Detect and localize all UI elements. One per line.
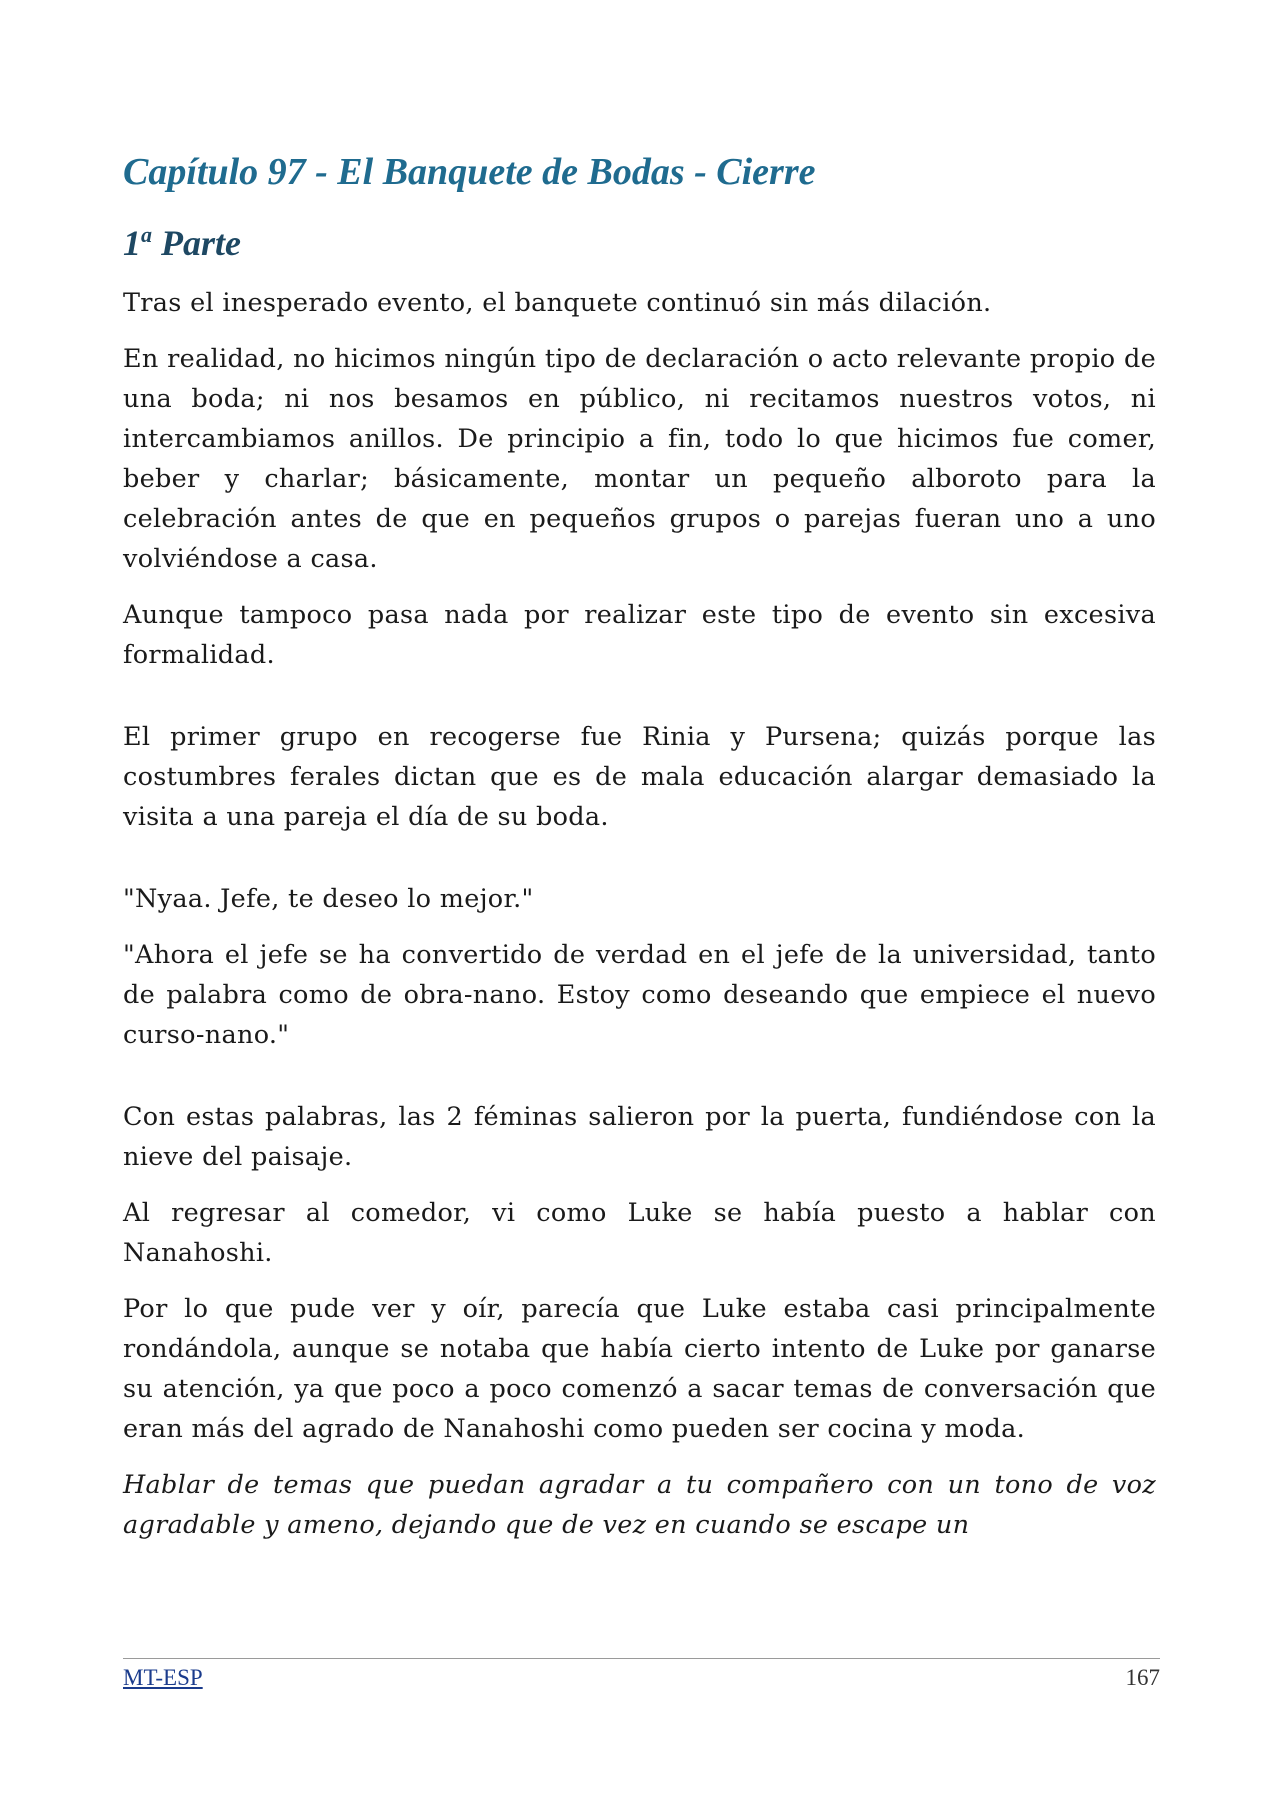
part-number: 1: [123, 222, 141, 263]
paragraph: Tras el inesperado evento, el banquete continuó sin más dilación.: [123, 287, 992, 318]
document-page: [123, 140, 1156, 1561]
part-label: Parte: [152, 222, 241, 263]
page-footer: [123, 1658, 1160, 1691]
part-title: [123, 222, 1156, 265]
dialogue-line: "Ahora el jefe se ha convertido de verdad en el jefe de la universidad, tanto de palabra como de obra-nano. Estoy como deseando que empiece el nuevo curso-nano.": [123, 939, 1156, 1050]
paragraph: En realidad, no hicimos ningún tipo de declaración o acto relevante propio de una boda; ni nos besamos en público, ni recitamos nuestros votos, ni intercambiamos anillos. De principio a fin, todo lo que hicimos fue comer, beber y charlar; básicamente, montar un pequeño alboroto para la celebración antes de que en pequeños grupos o parejas fueran uno a uno volviéndose a casa.: [123, 343, 1156, 574]
paragraph: Con estas palabras, las 2 féminas salieron por la puerta, fundiéndose con la nieve del paisaje.: [123, 1101, 1156, 1172]
footer-source-link[interactable]: MT-ESP: [123, 1665, 203, 1690]
dialogue-line: "Nyaa. Jefe, te deseo lo mejor.": [123, 883, 534, 914]
italic-paragraph: Hablar de temas que puedan agradar a tu compañero con un tono de voz agradable y ameno, dejando que de vez en cuando se escape un: [123, 1469, 1156, 1540]
paragraph: El primer grupo en recogerse fue Rinia y Pursena; quizás porque las costumbres ferales dictan que es de mala educación alargar demasiado la visita a una pareja el día de su boda.: [123, 721, 1156, 832]
part-ordinal: a: [141, 221, 152, 247]
page-number: 167: [1125, 1665, 1160, 1690]
paragraph: Al regresar al comedor, vi como Luke se había puesto a hablar con Nanahoshi.: [123, 1197, 1156, 1268]
chapter-title: Capítulo 97 - El Banquete de Bodas - Cierre: [123, 151, 816, 193]
paragraph: Aunque tampoco pasa nada por realizar este tipo de evento sin excesiva formalidad.: [123, 599, 1156, 670]
paragraph: Por lo que pude ver y oír, parecía que Luke estaba casi principalmente rondándola, aunque se notaba que había cierto intento de Luke por ganarse su atención, ya que poco a poco comenzó a sacar temas de conversación que eran más del agrado de Nanahoshi como pueden ser cocina y moda.: [123, 1293, 1156, 1444]
